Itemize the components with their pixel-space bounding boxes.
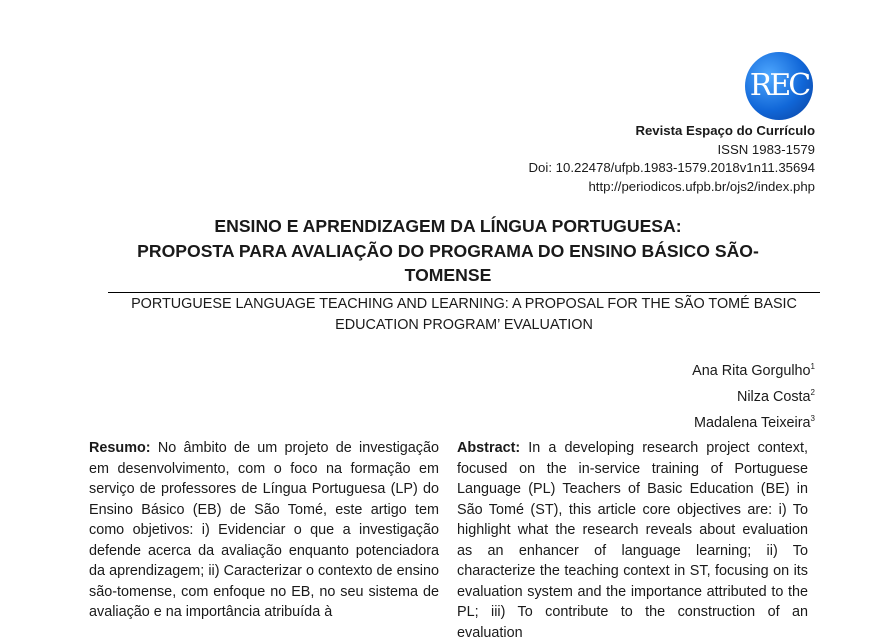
article-title-en: PORTUGUESE LANGUAGE TEACHING AND LEARNING: A PROPOSAL FOR THE SÃO TOMÉ BASIC EDUCATION PROGRAM’ EVALUATION [131, 296, 797, 333]
journal-issn: ISSN 1983-1579 [717, 141, 815, 157]
article-title-pt [108, 214, 788, 288]
abstract-text: In a developing research project context, focused on the in-service training of Portuguese Language (PL) Teachers of Basic Education (BE) in São Tomé (ST), this article core objectives are: i) To highlight what the research reveals about evaluation as an enhancer of language learning; ii) To characterize the teaching context in ST, focusing on its evaluation system and the importance attributed to the PL; iii) To contribute to the construction of an evaluation [457, 440, 809, 641]
journal-info [529, 122, 815, 197]
author-name: Ana Rita Gorgulho [692, 363, 811, 379]
logo-text: REC [749, 68, 809, 103]
author-note[interactable]: 2 [810, 388, 815, 397]
title-divider [108, 292, 820, 293]
author-note[interactable]: 3 [810, 414, 815, 423]
resumo-text: No âmbito de um projeto de investigação em desenvolvimento, com o foco na formação em serviço de professores de Língua Portuguesa (LP) do Ensino Básico (EB) de São Tomé, este artigo tem como objetivos: i) Evidenciar o que a investigação defende acerca da avaliação enquanto potenciadora da aprendizagem; ii) Caracterizar o contexto de ensino são-tomense, com enfoque no EB, no seu sistema de avaliação e na importância atribuída à [89, 440, 439, 620]
resumo-section [89, 438, 439, 623]
author-note[interactable]: 1 [810, 362, 815, 371]
author-name: Madalena Teixeira [694, 415, 811, 431]
title-pt-line1: ENSINO E APRENDIZAGEM DA LÍNGUA PORTUGUESA: [214, 216, 682, 236]
resumo-label: Resumo: [89, 440, 151, 456]
author [692, 382, 815, 408]
title-pt-line2: PROPOSTA PARA AVALIAÇÃO DO PROGRAMA DO ENSINO BÁSICO SÃO-TOMENSE [137, 240, 759, 285]
journal-name: Revista Espaço do Currículo [635, 123, 815, 138]
author [692, 408, 815, 434]
journal-logo [745, 52, 813, 120]
abstract-section [457, 438, 808, 643]
author-name: Nilza Costa [736, 389, 811, 405]
author-list [692, 356, 815, 434]
abstract-label: Abstract: [457, 440, 521, 456]
journal-url[interactable]: http://periodicos.ufpb.br/ojs2/index.php [588, 179, 815, 195]
author [692, 356, 815, 382]
journal-doi[interactable]: Doi: 10.22478/ufpb.1983-1579.2018v1n11.35694 [528, 160, 815, 176]
